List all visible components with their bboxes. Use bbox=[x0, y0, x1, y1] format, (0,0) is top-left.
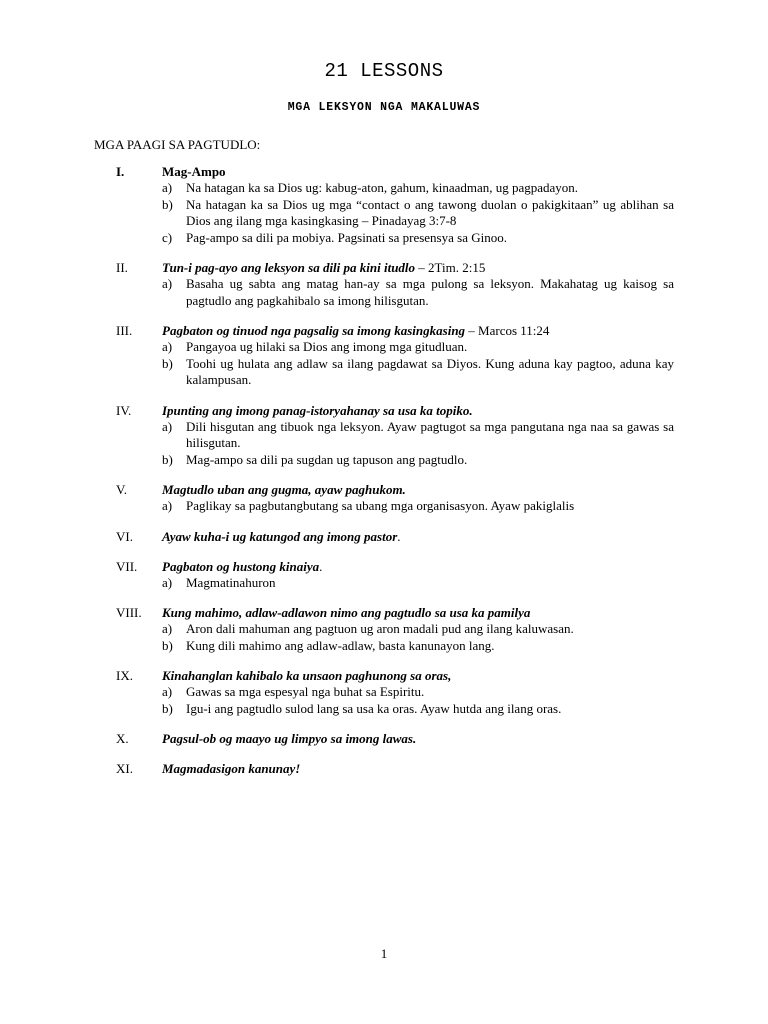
item-letter: b) bbox=[162, 451, 173, 467]
lesson-section bbox=[0, 163, 768, 246]
item-text: Basaha ug sabta ang matag han-ay sa mga pulong sa leksyon. Makahatag ug kaisog sa pagtudlo ang pagkahibalo sa imong hilisgutan. bbox=[186, 276, 674, 308]
item-letter: a) bbox=[162, 276, 173, 291]
item-text: Paglikay sa pagbutangbutang sa ubang mga organisasyon. Ayaw pakiglalis bbox=[186, 498, 575, 513]
section-heading bbox=[162, 163, 226, 180]
section-numeral: VIII. bbox=[116, 605, 142, 620]
item-letter: b) bbox=[162, 637, 173, 653]
section-items bbox=[0, 276, 768, 309]
item-letter: a) bbox=[162, 574, 173, 590]
lesson-section bbox=[0, 730, 768, 747]
lesson-section bbox=[0, 760, 768, 777]
section-numeral: I. bbox=[116, 164, 125, 179]
section-numeral: III. bbox=[116, 323, 133, 338]
list-item bbox=[0, 276, 768, 309]
document-title: 21 LESSONS bbox=[324, 60, 444, 82]
item-text: Toohi ug hulata ang adlaw sa ilang pagdawat sa Diyos. Kung aduna kay pagtoo, aduna kay kalampusan. bbox=[186, 355, 674, 387]
section-heading-reference: – Marcos 11:24 bbox=[465, 323, 550, 338]
lesson-section bbox=[0, 322, 768, 389]
section-header bbox=[0, 163, 768, 180]
page-number: 1 bbox=[380, 946, 388, 961]
intro-heading: MGA PAAGI SA PAGTUDLO: bbox=[94, 137, 261, 152]
list-item bbox=[0, 452, 768, 469]
section-items bbox=[0, 419, 768, 469]
section-items bbox=[0, 575, 768, 592]
section-heading-text: Magmadasigon kanunay! bbox=[162, 761, 301, 776]
lesson-section bbox=[0, 558, 768, 592]
section-heading bbox=[162, 667, 451, 684]
document-subtitle: MGA LEKSYON NGA MAKALUWAS bbox=[287, 101, 481, 114]
list-item bbox=[0, 701, 768, 718]
section-heading bbox=[162, 558, 322, 575]
list-item bbox=[0, 575, 768, 592]
section-numeral: V. bbox=[116, 482, 127, 497]
section-heading-text: Mag-Ampo bbox=[162, 164, 226, 179]
item-letter: b) bbox=[162, 700, 173, 716]
section-heading bbox=[162, 730, 416, 747]
lesson-section bbox=[0, 528, 768, 545]
section-heading-text: Tun-i pag-ayo ang leksyon sa dili pa kini itudlo bbox=[162, 260, 416, 275]
list-item bbox=[0, 621, 768, 638]
section-numeral: VI. bbox=[116, 528, 133, 544]
section-numeral: IX. bbox=[116, 668, 133, 683]
item-letter: a) bbox=[162, 418, 173, 434]
item-letter: b) bbox=[162, 196, 173, 212]
section-header bbox=[0, 730, 768, 747]
section-heading-text: Kinahanglan kahibalo ka unsaon paghunong sa oras, bbox=[162, 668, 452, 683]
section-heading-text: Pagbaton og tinuod nga pagsalig sa imong kasingkasing bbox=[162, 323, 466, 338]
item-text: Na hatagan ka sa Dios ug: kabug-aton, gahum, kinaadman, ug pagpadayon. bbox=[186, 180, 579, 195]
section-numeral: VII. bbox=[116, 558, 138, 574]
section-heading-text: Ayaw kuha-i ug katungod ang imong pastor bbox=[162, 528, 398, 544]
item-text: Pangayoa ug hilaki sa Dios ang imong mga gitudluan. bbox=[186, 339, 468, 354]
section-heading bbox=[162, 528, 401, 545]
list-item bbox=[0, 498, 768, 515]
lesson-section bbox=[0, 667, 768, 717]
item-text: Gawas sa mga espesyal nga buhat sa Espiritu. bbox=[186, 684, 425, 699]
section-heading bbox=[162, 604, 530, 621]
item-text: Aron dali mahuman ang pagtuon ug aron madali pud ang ilang kaluwasan. bbox=[186, 621, 574, 636]
section-heading-text: Ipunting ang imong panag-istoryahanay sa usa ka topiko. bbox=[162, 402, 473, 418]
lesson-sections bbox=[0, 163, 768, 790]
item-text: Magmatinahuron bbox=[186, 574, 276, 590]
item-text: Dili hisgutan ang tibuok nga leksyon. Ayaw pagtugot sa mga pangutana nga naa sa gawas sa hilisgutan. bbox=[186, 418, 674, 450]
item-letter: b) bbox=[162, 355, 173, 371]
item-text: Na hatagan ka sa Dios ug mga “contact o ang tawong duolan o pakigkitaan” ug ablihan sa Dios ang ilang mga kasingkasing – Pinadayag 3:7-8 bbox=[186, 196, 674, 228]
list-item bbox=[0, 339, 768, 356]
list-item bbox=[0, 230, 768, 247]
item-text: Kung dili mahimo ang adlaw-adlaw, basta kanunayon lang. bbox=[186, 637, 495, 653]
section-numeral: XI. bbox=[116, 761, 133, 776]
section-items bbox=[0, 498, 768, 515]
lesson-section bbox=[0, 604, 768, 654]
section-heading bbox=[162, 322, 549, 339]
section-items bbox=[0, 180, 768, 246]
item-letter: a) bbox=[162, 180, 173, 195]
section-numeral: II. bbox=[116, 260, 128, 275]
lesson-section bbox=[0, 402, 768, 469]
list-item bbox=[0, 684, 768, 701]
lesson-section bbox=[0, 481, 768, 515]
section-numeral: X. bbox=[116, 731, 129, 746]
item-text: Pag-ampo sa dili pa mobiya. Pagsinati sa presensya sa Ginoo. bbox=[186, 229, 507, 245]
section-header bbox=[0, 481, 768, 498]
section-header bbox=[0, 259, 768, 276]
section-heading-text: Magtudlo uban ang gugma, ayaw paghukom. bbox=[162, 482, 406, 497]
section-header bbox=[0, 558, 768, 575]
list-item bbox=[0, 197, 768, 230]
list-item bbox=[0, 419, 768, 452]
section-header bbox=[0, 322, 768, 339]
item-letter: a) bbox=[162, 621, 173, 636]
section-items bbox=[0, 339, 768, 389]
item-text: Mag-ampo sa dili pa sugdan ug tapuson ang pagtudlo. bbox=[186, 451, 468, 467]
section-heading bbox=[162, 760, 300, 777]
section-heading-text: Kung mahimo, adlaw-adlawon nimo ang pagtudlo sa usa ka pamilya bbox=[162, 605, 531, 620]
section-numeral: IV. bbox=[116, 402, 132, 418]
section-heading-reference: – 2Tim. 2:15 bbox=[415, 260, 486, 275]
list-item bbox=[0, 180, 768, 197]
section-heading bbox=[162, 259, 485, 276]
section-heading bbox=[162, 481, 406, 498]
section-heading-text: Pagsul-ob og maayo ug limpyo sa imong lawas. bbox=[162, 731, 417, 746]
item-letter: a) bbox=[162, 684, 173, 699]
section-heading-reference: . bbox=[397, 528, 401, 544]
item-text: Igu-i ang pagtudlo sulod lang sa usa ka oras. Ayaw hutda ang ilang oras. bbox=[186, 700, 562, 716]
list-item bbox=[0, 356, 768, 389]
list-item bbox=[0, 638, 768, 655]
section-header bbox=[0, 528, 768, 545]
item-letter: c) bbox=[162, 229, 173, 245]
section-items bbox=[0, 684, 768, 717]
section-heading-reference: . bbox=[319, 558, 323, 574]
section-header bbox=[0, 760, 768, 777]
section-heading bbox=[162, 402, 473, 419]
section-heading-text: Pagbaton og hustong kinaiya bbox=[162, 558, 320, 574]
section-items bbox=[0, 621, 768, 654]
section-header bbox=[0, 667, 768, 684]
lesson-section bbox=[0, 259, 768, 309]
section-header bbox=[0, 402, 768, 419]
item-letter: a) bbox=[162, 498, 173, 513]
item-letter: a) bbox=[162, 339, 173, 354]
section-header bbox=[0, 604, 768, 621]
